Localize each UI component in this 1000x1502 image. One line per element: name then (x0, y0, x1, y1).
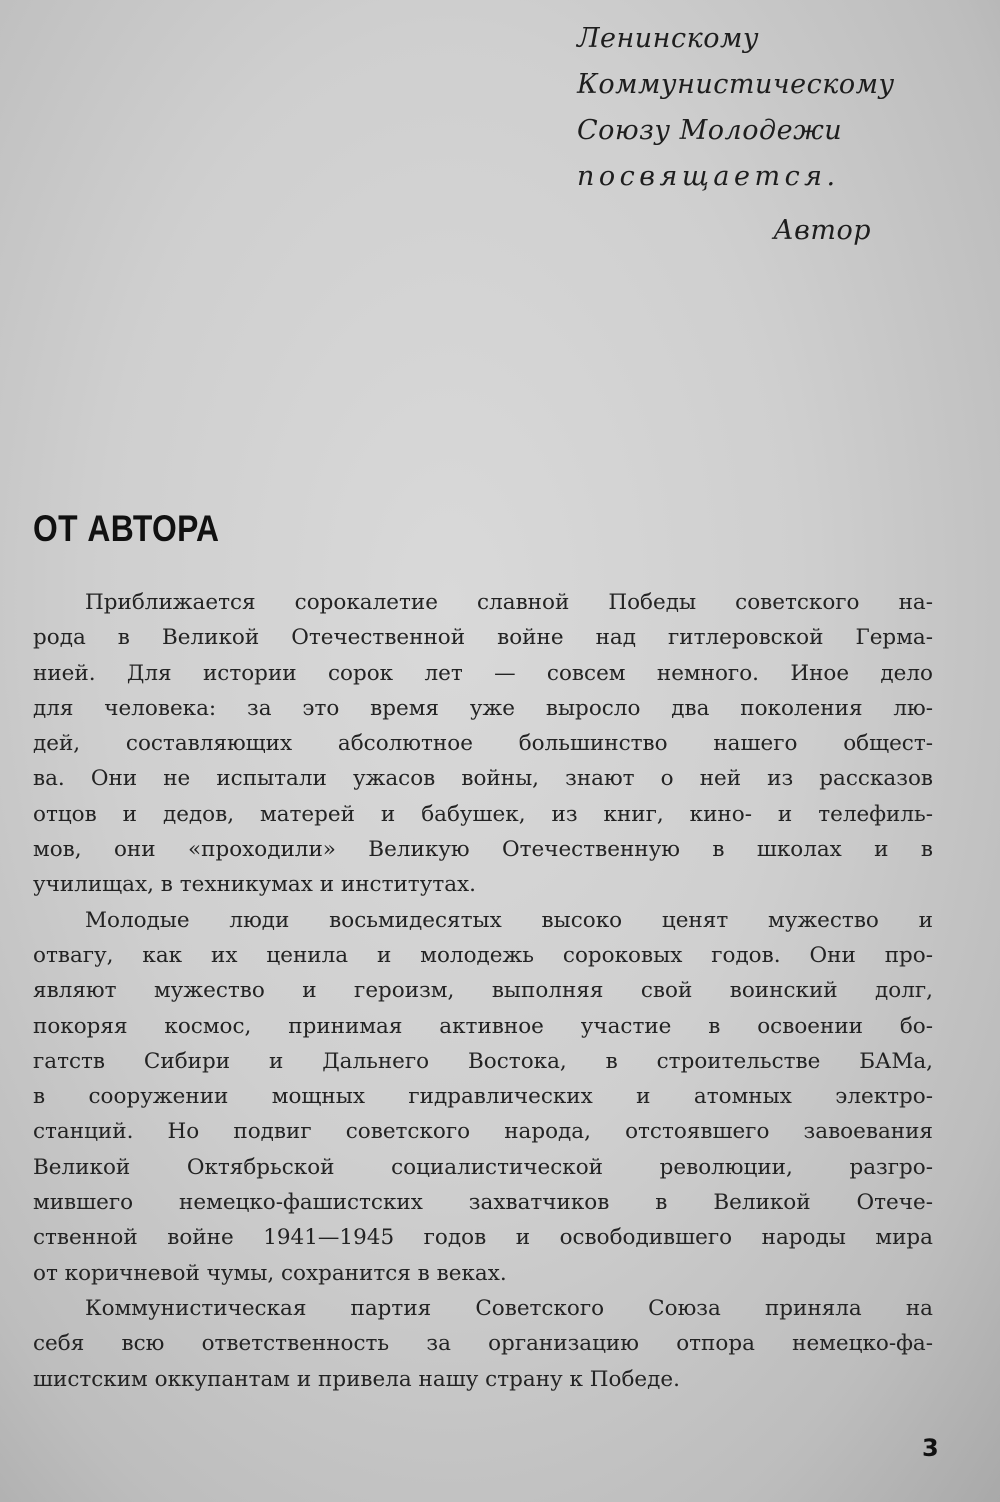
dedication-line-2: Коммунистическому (577, 69, 895, 100)
text-line: мившего немецко-фашистских захватчиков в Великой Отече- (33, 1190, 933, 1216)
page-number: 3 (922, 1434, 939, 1462)
text-line: покоряя космос, принимая активное участие в освоении бо- (33, 1013, 933, 1039)
text-line: ственной войне 1941—1945 годов и освободившего народы мира (33, 1225, 933, 1251)
text-line: училищах, в техникумах и институтах. (33, 872, 477, 898)
dedication-line-3: Союзу Молодежи (577, 115, 843, 146)
text-line: отцов и дедов, матерей и бабушек, из книг, кино- и телефиль- (33, 801, 933, 827)
dedication (577, 16, 907, 254)
text-line: для человека: за это время уже выросло два поколения лю- (33, 695, 933, 721)
text-line: нией. Для истории сорок лет — совсем немного. Иное дело (33, 660, 933, 686)
text-line: станций. Но подвиг советского народа, отстоявшего завоевания (33, 1119, 933, 1145)
text-line: отвагу, как их ценила и молодежь сороковых годов. Они про- (33, 942, 933, 968)
dedication-line-1: Ленинскому (577, 23, 760, 54)
text-line: являют мужество и героизм, выполняя свой воинский долг, (33, 978, 933, 1004)
text-line: в сооружении мощных гидравлических и атомных электро- (33, 1084, 933, 1110)
text-line: гатств Сибири и Дальнего Востока, в строительстве БАМа, (33, 1048, 933, 1074)
text-line: рода в Великой Отечественной войне над гитлеровской Герма- (33, 625, 933, 651)
text-line: ва. Они не испытали ужасов войны, знают о ней из рассказов (33, 766, 933, 792)
text-line: Приближается сорокалетие славной Победы советского на- (85, 590, 933, 615)
text-line: шистским оккупантам и привела нашу страну к Победе. (33, 1366, 680, 1392)
text-line: Коммунистическая партия Советского Союза приняла на (85, 1295, 933, 1321)
text-line: от коричневой чумы, сохранится в веках. (33, 1260, 507, 1286)
section-heading: ОТ АВТОРА (33, 508, 220, 549)
text-line: себя всю ответственность за организацию отпора немецко-фа- (33, 1331, 933, 1357)
body-text (33, 585, 933, 1397)
text-line: мов, они «проходили» Великую Отечественную в школах и в (33, 837, 933, 863)
text-line: дей, составляющих абсолютное большинство нашего общест- (33, 731, 933, 757)
text-line: Молодые люди восьмидесятых высоко ценят мужество и (85, 907, 933, 933)
dedication-author: Автор (773, 215, 871, 246)
dedication-dedicated: посвящается. (577, 161, 840, 192)
text-line: Великой Октябрьской социалистической революции, разгро- (33, 1154, 933, 1180)
